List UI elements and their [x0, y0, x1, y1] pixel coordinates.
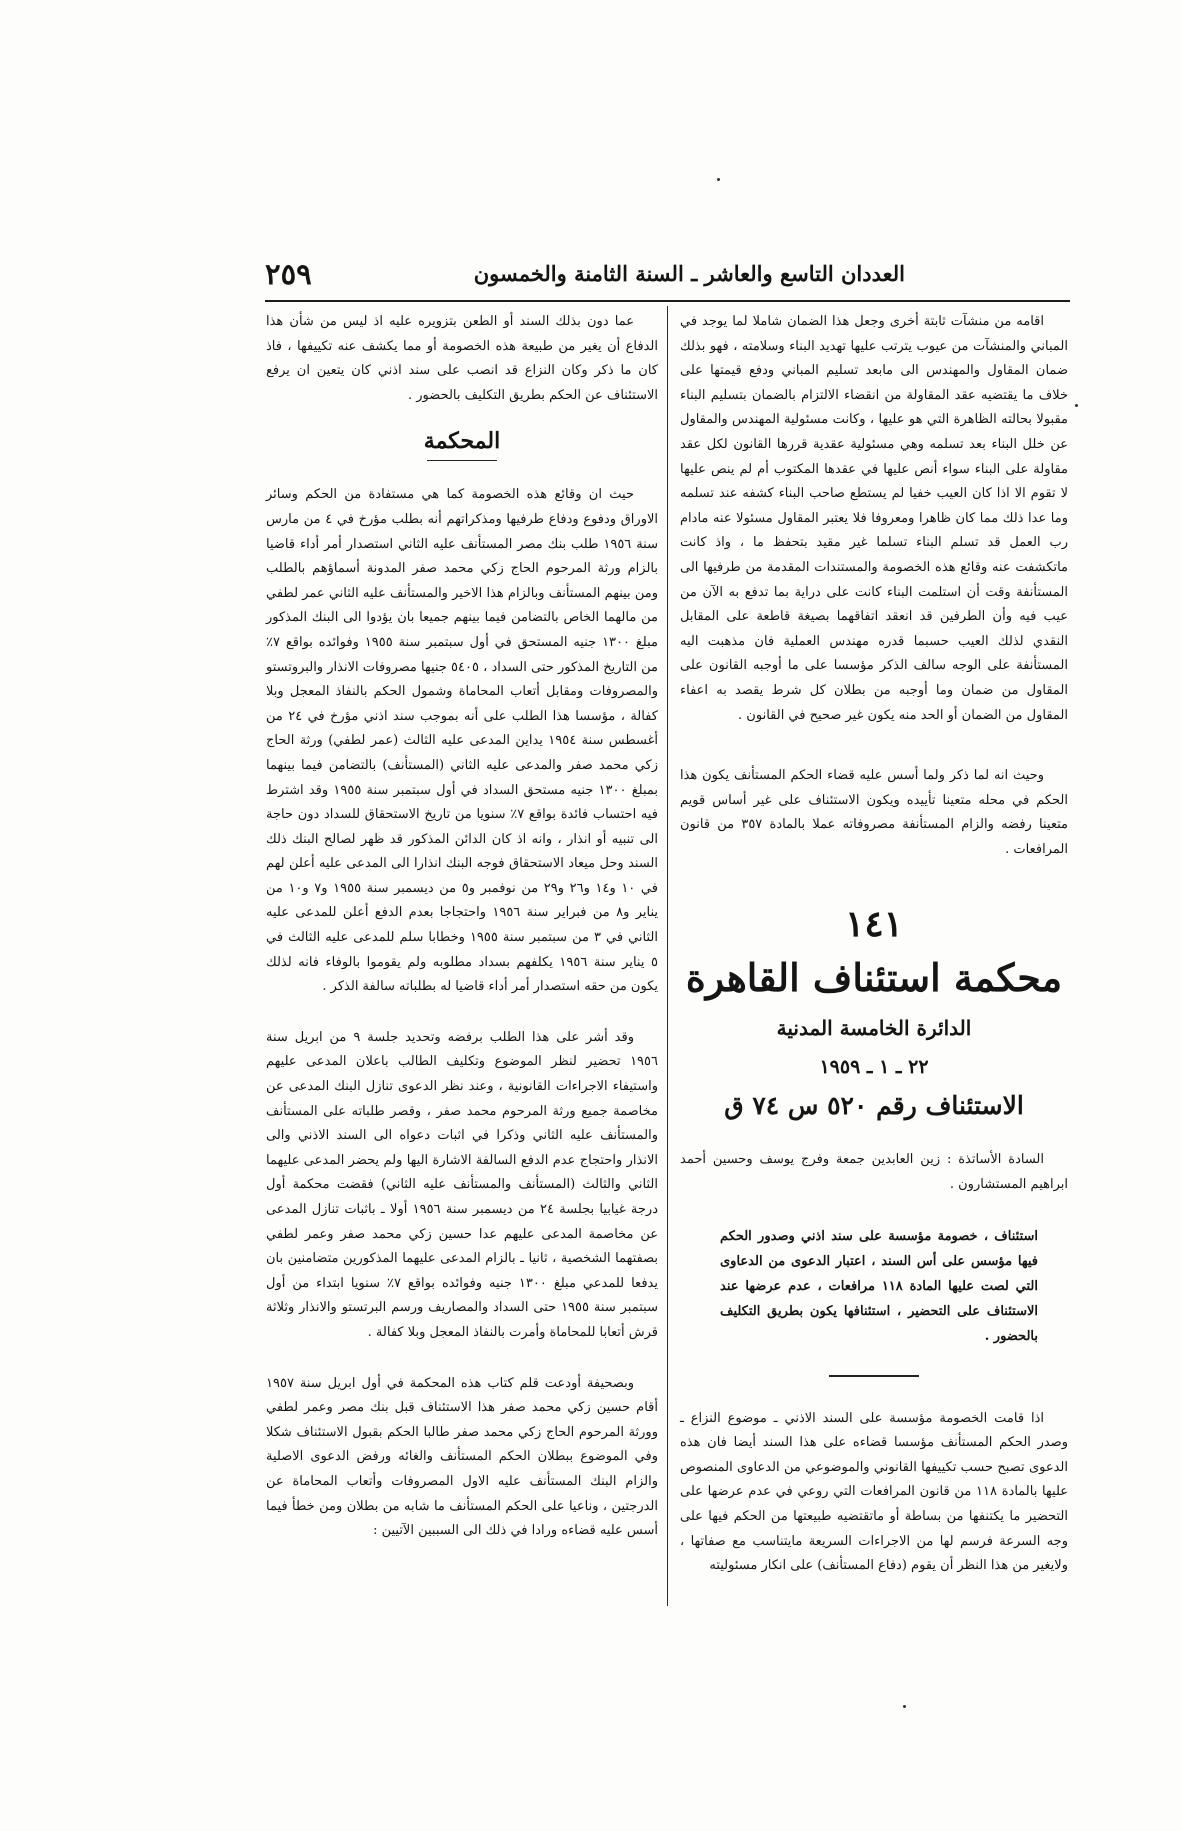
left-paragraph-1: حيث ان وقائع هذه الخصومة كما هي مستفادة من الحكم وسائر الاوراق ودفوع ودفاع طرفيها ومذكراتهم أنه بطلب مؤرخ في ٤ من مارس سنة ١٩٥٦ طلب بنك مصر المستأنف عليه الثاني استصدار أمر أداء قاضيا بالزام ورثة المرحوم الحاج زكي محمد صفر المدونة أسماؤهم بالطلب ومن بينهم المستأنف وبالزام هذا الاخير والمستأنف عليه الثاني عمر لطفي من مالهما الخاص بالتضامن فيما بينهم جميعا بان يؤدوا الى البنك المذكور مبلغ ١٣٠٠ جنيه المستحق في أول سبتمبر سنة ١٩٥٥ وفوائده بواقع ٧٪ من التاريخ المذكور حتى السداد ، ٥٤٠٥ جنيها مصروفات الانذار والبروتستو والمصروفات ومقابل أتعاب المحاماة وشمول الحكم بالنفاذ المعجل وبلا كفالة ، مؤسسا هذا الطلب على أنه بموجب سند اذني مؤرخ في ٢٤ من أغسطس سنة ١٩٥٤ يداين المدعى عليه الثالث (عمر لطفي) ورثة الحاج زكي محمد صفر والمدعى عليه الثاني (المستأنف) بالتضامن فيما بينهما بمبلغ ١٣٠٠ جنيه مستحق السداد في أول سبتمبر سنة ١٩٥٥ وقد اشترط فيه احتساب فائدة بواقع ٧٪ سنويا من تاريخ الاستحقاق للسداد دون حاجة الى تنبيه أو انذار ، وانه اذ كان الدائن المذكور قد ظهر لصالح البنك ذلك السند وحل ميعاد الاستحقاق فوجه البنك انذارا الى المدعى عليه أعلن لهم في ١٠ و١٤ و٢٦ و٢٩ من نوفمبر و٥ من ديسمبر سنة ١٩٥٥ و٧ و١٠ من يناير و٨ من فبراير سنة ١٩٥٦ واحتجاجا بعدم الدفع أعلن للمدعى عليه الثاني في ٣ من سبتمبر سنة ١٩٥٥ وخطابا سلم للمدعى عليه الثالث في ٥ يناير سنة ١٩٥٦ يكلفهم بسداد مطلوبه ولم يقوموا بالوفاء فانه لذلك يكون من حقه استصدار أمر أداء قاضيا له بطلباته سالفة الذكر .: [266, 487, 659, 995]
summary-rule: [829, 1375, 919, 1377]
left-paragraph-2: وقد أشر على هذا الطلب برفضه وتحديد جلسة ٩ من ابريل سنة ١٩٥٦ تحضير لنظر الموضوع وتكليف الطالب باعلان المدعى عليهم واستيفاء الاجراءات القانونية ، وعند نظر الدعوى تنازل البنك المدعى عن مخاصمة جميع ورثة المرحوم محمد صفر ، وقصر طلباته على المستأنف والمستأنف عليه الثاني وذكرا في اثبات دعواه الى السند الاذني والى الانذار واحتجاج عدم الدفع السالفة الاشارة اليها ولم يحضر المدعى عليهما الثاني والثالث (المستأنف والمستأنف عليه الثاني) فقضت محكمة أول درجة غيابيا بجلسة ٢٤ من ديسمبر سنة ١٩٥٦ أولا ـ باثبات تنازل المدعى عن مخاصمة المدعى عليهم عدا حسين زكي محمد صفر وعمر لطفي بصفتهما الشخصية ، ثانيا ـ بالزام المدعى عليهما المذكورين متضامنين بان يدفعا للمدعي مبلغ ١٣٠٠ جنيه وفوائده بواقع ٧٪ سنويا ابتداء من أول سبتمبر سنة ١٩٥٥ حتى السداد والمصاريف ورسم البرتستو والانذار وثلاثة قرش أتعابا للمحاماة وأمرت بالنفاذ المعجل وبلا كفالة .: [266, 1029, 658, 1340]
scan-speck: [1075, 404, 1078, 407]
scan-speck: [717, 178, 720, 181]
case-summary: استئناف ، خصومة مؤسسة على سند اذني وصدور الحكم فيها مؤسس على أس السند ، اعتبار الدعوى من الدعاوى التي لصت عليها المادة ١١٨ مرافعات ، عدم عرضها عند الاستئناف على التحضير ، استئنافها يكون بطريق التكليف بالحضور .: [720, 1228, 1039, 1344]
judges-list: السادة الأساتذة : زين العابدين جمعة وفرج يوسف وحسين أحمد ابراهيم المستشارون .: [680, 1152, 1068, 1193]
left-paragraph-3: وبصحيفة أودعت قلم كتاب هذه المحكمة في أول ابريل سنة ١٩٥٧ أقام حسين زكي محمد صفر هذا الاستئناف قبل بنك مصر وعمر لطفي وورثة المرحوم الحاج زكي محمد صفر طالبا الحكم بقبول الاستئناف شكلا وفي الموضوع ببطلان الحكم المستأنف والغائه ورفض الدعوى الاصلية والزام البنك المستأنف عليه الاول المصروفات وأتعاب المحاماة عن الدرجتين ، وناعيا على الحكم المستأنف ما شابه من بطلان ومن خطأ فيما أسس عليه قضاءه ورادا في ذلك الى السببين الآتيين :: [266, 1375, 658, 1539]
appeal-number: الاستئناف رقم ٥٢٠ س ٧٤ ق: [724, 1091, 1024, 1121]
case-number: ١٤١: [844, 903, 903, 946]
court-circuit: الدائرة الخامسة المدنية: [776, 1016, 972, 1041]
case-date: ٢٢ ـ ١ ـ ١٩٥٩: [819, 1056, 929, 1079]
left-intro-paragraph: عما دون بذلك السند أو الطعن بتزويره عليه اذ ليس من شأن هذا الدفاع أن يغير من طبيعة هذه الخصومة أو مما يكشف عنه تكييفها ، فاذ كان ما ذكر وكان النزاع قد انصب على سند اذني كان يتعين ان يرفع الاستئناف عن الحكم بطريق التكليف بالحضور .: [266, 314, 658, 403]
scan-speck: [903, 1705, 906, 1708]
page-number: ٢٥٩: [265, 257, 312, 291]
right-column: [680, 310, 1068, 1579]
right-paragraph-1: اقامه من منشآت ثابتة أخرى وجعل هذا الضمان شاملا لما يوجد في المباني والمنشآت من عيوب يترتب عليها تهديد البناء وسلامته ، فهو بذلك ضمان المقاول والمهندس الى مابعد تسليم المباني ودفع قيمتها على خلاف ما يقتضيه عقد المقاولة من انقضاء الالتزام بالضمان بتسليم البناء مقبولا بحالته الظاهرة التي هو عليها ، وكانت مسئولية المهندس والمقاول عن خلل البناء بعد تسلمه وهي مسئولية عقدية قررها القانون لكل عقد مقاولة على البناء سواء أنص عليها في عقدها المكتوب أم لم ينص عليها لا تقوم الا اذا كان العيب خفيا لم يستطع صاحب البناء كشفه عند تسلمه وما عدا ذلك مما كان ظاهرا ومعروفا فلا يعتبر المقاول مسئولا عنه مادام رب العمل قد تسلم البناء تسلما غير مقيد بتحفظ ما ، واذ كانت ماتكشفت عنه وقائع هذه الخصومة والمستندات المقدمة من طرفيها الى المستأنفة وقت أن استلمت البناء كانت على دراية بما تدفع به الآن من عيب فيه وأن الطرفين قد انعقد اتفاقهما بصيغة قاطعة على المقابل النقدي لذلك العيب حسبما قدره مهندس العملية فان مذهبت اليه المستأنفة على الوجه سالف الذكر مؤسسا على ما أوجبه القانون على المقاول من ضمان وما أوجبه من بطلان كل شرط يقصد به اعفاء المقاول من الضمان أو الحد منه يكون غير صحيح في القانون .: [680, 314, 1068, 723]
left-column: [266, 310, 658, 1544]
section-title: المحكمة: [423, 428, 501, 455]
right-paragraph-2: وحيث انه لما ذكر ولما أسس عليه قضاء الحكم المستأنف يكون هذا الحكم في محله متعينا تأييده ويكون الاستئناف على غير أساس قويم متعينا رفضه والزام المستأنفة مصروفاته عملا بالمادة ٣٥٧ من قانون المرافعات .: [680, 768, 1068, 857]
running-header-title: العددان التاسع والعاشر ـ السنة الثامنة والخمسون: [473, 261, 905, 286]
header-rule: [265, 300, 1070, 302]
section-title-rule: [427, 460, 497, 461]
column-divider: [667, 306, 668, 1606]
court-name: محكمة استئناف القاهرة: [685, 955, 1063, 1001]
page-header: [265, 257, 1070, 297]
right-closing-paragraph: اذا قامت الخصومة مؤسسة على السند الاذني ـ موضوع النزاع ـ وصدر الحكم المستأنف مؤسسا قضاءه على هذا السند أيضا فان هذه الدعوى تصبح حسب تكييفها القانوني والموضوعي من الدعاوى المنصوص عليها بالمادة ١١٨ من قانون المرافعات التي روعي في عدم عرضها على التحضير ما يكتنفها من بساطة أو ماتقتضيه طبيعتها من الحكم فيها على وجه السرعة فرسم لها من الاجراءات السريعة مايتناسب مع صفاتها ، ولايغير من هذا النظر أن يقوم (دفاع المستأنف) على انكار مسئوليته: [680, 1410, 1068, 1574]
case-heading: [680, 900, 1068, 1126]
